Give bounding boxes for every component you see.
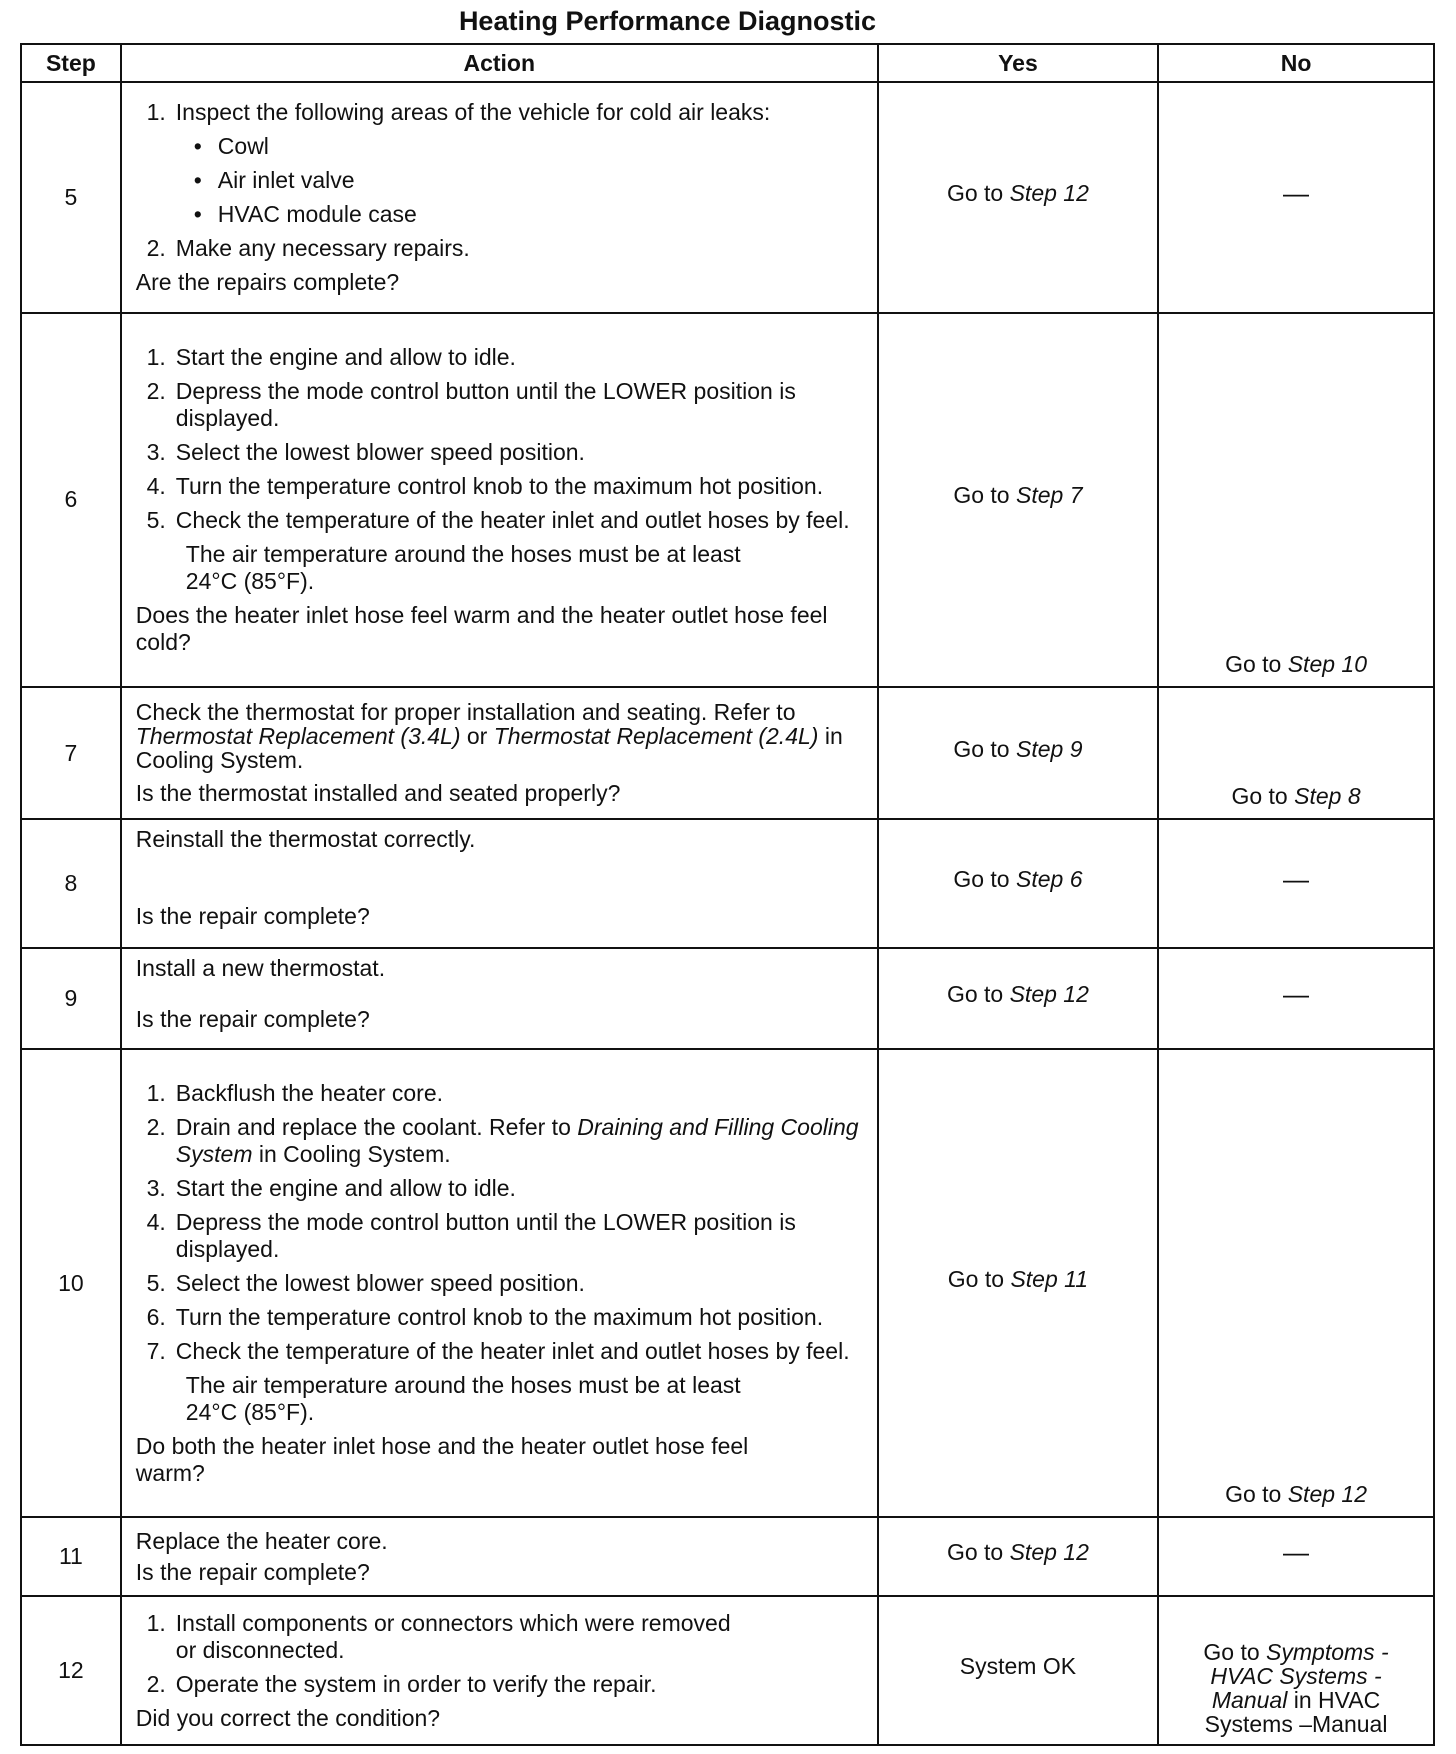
table-row	[21, 1517, 1434, 1596]
yes-prefix: Go to	[953, 866, 1016, 893]
item-number: 1.	[146, 1609, 166, 1636]
yes-result: System OK	[959, 1653, 1077, 1680]
step-link[interactable]: Step 12	[1009, 179, 1089, 206]
action-cell	[121, 1049, 878, 1517]
item-number: 5.	[146, 1269, 166, 1296]
no-prefix: Go to	[1225, 651, 1288, 678]
yes-prefix: Go to	[946, 179, 1010, 206]
item-number: 3.	[146, 1174, 166, 1201]
bullet-text: Cowl	[217, 132, 269, 159]
item-number: 4.	[146, 472, 166, 499]
reference-link[interactable]: Thermostat Replacement (2.4L)	[493, 722, 819, 749]
no-cell	[1158, 82, 1434, 313]
item-text: Check the temperature of the heater inlet and outlet hoses by feel.	[175, 506, 850, 533]
action-cell	[121, 313, 878, 687]
list-item	[136, 1270, 869, 1297]
step-number: 8	[21, 819, 121, 948]
step-link[interactable]: Step 10	[1287, 651, 1368, 678]
step-link[interactable]: Step 8	[1294, 783, 1361, 810]
table-row	[21, 948, 1434, 1049]
item-text: Operate the system in order to verify the repair.	[175, 1670, 657, 1697]
list-item	[136, 1114, 869, 1168]
step-question: Are the repairs complete?	[135, 268, 400, 295]
table-row	[21, 1596, 1434, 1745]
item-number: 1.	[146, 98, 166, 125]
step-link[interactable]: Step 11	[1010, 1265, 1089, 1292]
step-question: Is the repair complete?	[135, 903, 370, 930]
step-instruction: Replace the heater core.	[135, 1527, 388, 1554]
no-prefix: Go to	[1225, 1481, 1288, 1508]
item-text: Inspect the following areas of the vehicle for cold air leaks:	[175, 98, 771, 125]
item-text: Select the lowest blower speed position.	[175, 438, 585, 465]
table-row	[21, 1049, 1434, 1517]
step-question: Did you correct the condition?	[135, 1704, 441, 1731]
list-item	[136, 1610, 869, 1664]
item-number: 4.	[146, 1208, 166, 1235]
column-header-no: No	[1158, 44, 1434, 82]
instruction-text: in Cooling System.	[135, 722, 843, 773]
yes-cell	[878, 1049, 1158, 1517]
yes-cell	[878, 313, 1158, 687]
step-link[interactable]: Step 12	[1009, 1539, 1089, 1566]
step-link[interactable]: Step 9	[1016, 735, 1083, 762]
action-cell	[121, 687, 878, 819]
no-cell	[1158, 687, 1434, 819]
item-number: 1.	[146, 343, 166, 370]
no-cell	[1158, 313, 1434, 687]
step-instruction: Install a new thermostat.	[135, 955, 386, 982]
step-number: 12	[21, 1596, 121, 1745]
bullet-text: HVAC module case	[217, 200, 417, 227]
table-row	[21, 687, 1434, 819]
step-question: Is the repair complete?	[135, 1558, 370, 1585]
yes-cell	[878, 819, 1158, 948]
step-link[interactable]: Step 7	[1016, 482, 1083, 509]
step-link[interactable]: Step 12	[1009, 981, 1089, 1008]
table-header-row	[21, 44, 1434, 82]
item-number: 3.	[146, 438, 166, 465]
bullet-text: Air inlet valve	[217, 166, 355, 193]
no-prefix: Go to	[1203, 1639, 1267, 1665]
item-text: Backflush the heater core.	[175, 1079, 444, 1106]
reference-link[interactable]: Thermostat Replacement (3.4L)	[135, 722, 461, 749]
item-text: Select the lowest blower speed position.	[175, 1269, 585, 1296]
reference-link[interactable]: Symptoms - HVAC Systems - Manual	[1210, 1639, 1389, 1713]
item-text: Drain and replace the coolant. Refer to	[175, 1113, 578, 1140]
step-number: 10	[21, 1049, 121, 1517]
no-suffix: in HVAC Systems –Manual	[1204, 1687, 1388, 1737]
list-item	[136, 99, 869, 126]
item-text: Make any necessary repairs.	[175, 234, 470, 261]
list-item	[136, 344, 869, 371]
step-number: 7	[21, 687, 121, 819]
no-cell	[1158, 1596, 1434, 1745]
yes-cell	[878, 948, 1158, 1049]
no-prefix: Go to	[1231, 783, 1295, 810]
step-question: Does the heater inlet hose feel warm and the heater outlet hose feel cold?	[135, 601, 828, 655]
step-instruction: Reinstall the thermostat correctly.	[135, 826, 476, 853]
action-cell	[121, 1517, 878, 1596]
list-item	[136, 235, 869, 262]
list-item	[136, 439, 869, 466]
step-link[interactable]: Step 6	[1016, 866, 1083, 893]
list-item	[136, 507, 869, 534]
step-question: Do both the heater inlet hose and the heater outlet hose feel warm?	[135, 1432, 749, 1486]
page-title: Heating Performance Diagnostic	[458, 6, 877, 36]
reference-link[interactable]: Draining and Filling Cooling System	[175, 1113, 859, 1167]
item-text: Depress the mode control button until the LOWER position is displayed.	[175, 377, 796, 431]
item-text: Depress the mode control button until the LOWER position is displayed.	[175, 1208, 796, 1262]
yes-cell	[878, 1596, 1158, 1745]
item-text: Check the temperature of the heater inlet and outlet hoses by feel.	[175, 1337, 850, 1364]
step-question: Is the repair complete?	[135, 1006, 370, 1033]
table-row	[21, 819, 1434, 948]
list-item	[136, 473, 869, 500]
item-text: in Cooling System.	[252, 1140, 451, 1167]
item-number: 2.	[146, 1113, 166, 1140]
instruction-text: or	[460, 722, 494, 749]
instruction-text: Check the thermostat for proper installation and seating. Refer to	[135, 698, 796, 725]
step-note: The air temperature around the hoses must be at least 24°C (85°F).	[185, 540, 741, 594]
list-item	[136, 378, 869, 432]
item-number: 6.	[146, 1303, 166, 1330]
action-cell	[121, 1596, 878, 1745]
bullet-item: • Air inlet valve	[193, 166, 355, 193]
no-cell	[1158, 1049, 1434, 1517]
column-header-yes: Yes	[878, 44, 1158, 82]
list-item	[136, 1080, 869, 1107]
item-text: Turn the temperature control knob to the maximum hot position.	[175, 472, 824, 499]
yes-prefix: Go to	[946, 981, 1010, 1008]
yes-prefix: Go to	[946, 1539, 1010, 1566]
table-row	[21, 313, 1434, 687]
step-link[interactable]: Step 12	[1287, 1481, 1368, 1508]
step-note: The air temperature around the hoses must be at least 24°C (85°F).	[185, 1371, 741, 1425]
bullet-item: • Cowl	[193, 132, 269, 159]
action-cell	[121, 819, 878, 948]
list-item	[136, 1209, 869, 1263]
yes-prefix: Go to	[953, 735, 1016, 762]
diagnostic-table	[20, 43, 1435, 1746]
list-item	[136, 1304, 869, 1331]
item-text: Turn the temperature control knob to the maximum hot position.	[175, 1303, 824, 1330]
item-number: 7.	[146, 1337, 166, 1364]
step-number: 6	[21, 313, 121, 687]
step-number: 5	[21, 82, 121, 313]
no-cell	[1158, 819, 1434, 948]
step-instruction	[136, 700, 869, 772]
item-number: 2.	[146, 377, 166, 404]
column-header-step: Step	[21, 44, 121, 82]
item-text: Start the engine and allow to idle.	[175, 343, 516, 370]
item-text: Start the engine and allow to idle.	[175, 1174, 516, 1201]
yes-cell	[878, 1517, 1158, 1596]
no-dash: —	[1283, 979, 1310, 1010]
step-number: 9	[21, 948, 121, 1049]
action-cell	[121, 948, 878, 1049]
no-cell	[1158, 948, 1434, 1049]
no-dash: —	[1283, 1537, 1310, 1568]
no-dash: —	[1283, 177, 1310, 208]
bullet-item: • HVAC module case	[193, 200, 417, 227]
item-text: Install components or connectors which were removed or disconnected.	[175, 1609, 731, 1663]
item-number: 5.	[146, 506, 166, 533]
list-item	[136, 1671, 869, 1698]
yes-prefix: Go to	[953, 482, 1016, 509]
step-question: Is the thermostat installed and seated properly?	[135, 779, 621, 806]
list-item	[136, 1338, 869, 1365]
no-cell	[1158, 1517, 1434, 1596]
item-number: 1.	[146, 1079, 166, 1106]
no-dash: —	[1283, 864, 1310, 895]
item-number: 2.	[146, 1670, 166, 1697]
action-cell	[121, 82, 878, 313]
yes-cell	[878, 82, 1158, 313]
item-number: 2.	[146, 234, 166, 261]
list-item	[136, 1175, 869, 1202]
yes-prefix: Go to	[947, 1265, 1011, 1292]
yes-cell	[878, 687, 1158, 819]
table-row	[21, 82, 1434, 313]
step-number: 11	[21, 1517, 121, 1596]
column-header-action: Action	[121, 44, 878, 82]
